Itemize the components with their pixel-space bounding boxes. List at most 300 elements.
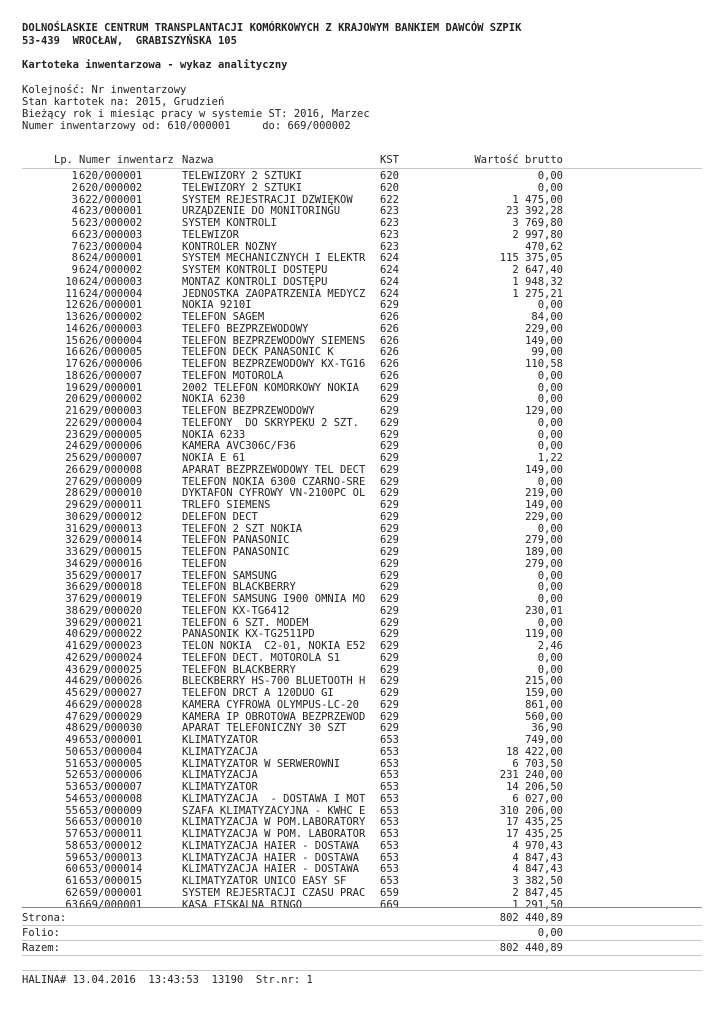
row-inventory-number: 653/000009 bbox=[79, 804, 143, 817]
row-name: TELEFON BEZPRZEWODOWY SIEMENS bbox=[182, 334, 366, 347]
inventory-number-range: Numer inwentarzowy od: 610/000001 do: 669/000002 bbox=[22, 120, 351, 132]
row-name: TELEFON 2 SZT NOKIA bbox=[182, 522, 303, 535]
row-inventory-number: 629/000024 bbox=[79, 651, 143, 664]
table-row bbox=[0, 534, 724, 546]
row-inventory-number: 629/000005 bbox=[79, 428, 143, 441]
row-name: TELEFON 6 SZT. MODEM bbox=[182, 616, 309, 629]
row-kst: 629 bbox=[380, 581, 399, 594]
row-gross-value: 1 948,32 bbox=[512, 275, 563, 288]
row-inventory-number: 629/000009 bbox=[79, 475, 143, 488]
row-kst: 620 bbox=[380, 170, 399, 182]
table-row bbox=[0, 875, 724, 887]
row-kst: 653 bbox=[380, 851, 399, 864]
row-inventory-number: 626/000007 bbox=[79, 369, 143, 382]
inventory-state-date: Stan kartotek na: 2015, Grudzień bbox=[22, 96, 225, 108]
row-inventory-number: 653/000001 bbox=[79, 734, 143, 746]
row-name: APARAT TELEFONICZNY 30 SZT bbox=[182, 722, 347, 735]
row-lp: 62 bbox=[65, 886, 78, 899]
row-name: TELEFON BEZPRZEWODOWY KX-TG16 bbox=[182, 358, 366, 370]
row-inventory-number: 624/000003 bbox=[79, 275, 143, 288]
row-name: SYSTEM KONTROLI bbox=[182, 217, 277, 229]
row-lp: 16 bbox=[65, 346, 78, 359]
row-lp: 12 bbox=[65, 299, 78, 312]
row-inventory-number: 653/000005 bbox=[79, 757, 143, 770]
row-kst: 623 bbox=[380, 240, 399, 253]
row-lp: 38 bbox=[65, 604, 78, 617]
row-name: JEDNOSTKA ZAOPATRZENIA MEDYCZ bbox=[182, 287, 366, 300]
row-name: TELEFONY DO SKRYPEKU 2 SZT. bbox=[182, 416, 360, 429]
row-inventory-number: 626/000006 bbox=[79, 358, 143, 370]
row-kst: 629 bbox=[380, 628, 399, 641]
table-row bbox=[0, 640, 724, 652]
row-lp: 50 bbox=[65, 745, 78, 758]
row-kst: 629 bbox=[380, 510, 399, 523]
row-name: KLIMATYZACJA HAIER - DOSTAWA bbox=[182, 839, 360, 852]
row-lp: 46 bbox=[65, 698, 78, 711]
row-gross-value: 0,00 bbox=[537, 569, 563, 582]
table-row bbox=[0, 311, 724, 323]
row-lp: 14 bbox=[65, 322, 78, 335]
row-inventory-number: 629/000008 bbox=[79, 463, 143, 476]
row-inventory-number: 629/000023 bbox=[79, 640, 143, 652]
row-gross-value: 229,00 bbox=[525, 322, 563, 335]
row-name: KASA FISKALNA BINGO bbox=[182, 898, 303, 911]
row-name: KLIMATYZATOR W SERWEROWNI bbox=[182, 757, 341, 770]
row-gross-value: 861,00 bbox=[525, 698, 563, 711]
row-kst: 629 bbox=[380, 604, 399, 617]
row-name: APARAT BEZPRZEWODOWY TEL DECT bbox=[182, 463, 366, 476]
row-kst: 629 bbox=[380, 381, 399, 394]
row-name: TELEFON SAMSUNG bbox=[182, 569, 277, 582]
table-row bbox=[0, 687, 724, 699]
table-row bbox=[0, 664, 724, 676]
row-gross-value: 3 769,80 bbox=[512, 217, 563, 229]
footer-divider bbox=[22, 970, 702, 971]
row-gross-value: 1,22 bbox=[537, 452, 563, 464]
print-footer: HALINA# 13.04.2016 13:43:53 13190 Str.nr: 1 bbox=[22, 974, 313, 986]
row-lp: 15 bbox=[65, 334, 78, 347]
row-inventory-number: 624/000001 bbox=[79, 252, 143, 265]
row-lp: 40 bbox=[65, 628, 78, 641]
row-kst: 629 bbox=[380, 463, 399, 476]
row-inventory-number: 653/000010 bbox=[79, 816, 143, 829]
table-row bbox=[0, 487, 724, 499]
row-gross-value: 159,00 bbox=[525, 687, 563, 699]
row-inventory-number: 626/000003 bbox=[79, 322, 143, 335]
row-gross-value: 17 435,25 bbox=[506, 828, 563, 840]
table-row bbox=[0, 734, 724, 746]
row-lp: 33 bbox=[65, 546, 78, 558]
row-name: KAMERA AVC306C/F36 bbox=[182, 440, 296, 453]
row-gross-value: 0,00 bbox=[537, 440, 563, 453]
row-name: TELEFON MOTOROLA bbox=[182, 369, 284, 382]
row-lp: 61 bbox=[65, 875, 78, 887]
report-title: Kartoteka inwentarzowa - wykaz analityczny bbox=[22, 59, 288, 71]
summary-folio-value: 0,00 bbox=[537, 927, 563, 939]
row-kst: 626 bbox=[380, 358, 399, 370]
row-inventory-number: 653/000011 bbox=[79, 828, 143, 840]
table-row bbox=[0, 570, 724, 582]
table-row bbox=[0, 887, 724, 899]
row-gross-value: 279,00 bbox=[525, 557, 563, 570]
row-name: TELEFON DECT. MOTOROLA S1 bbox=[182, 651, 341, 664]
row-name: KLIMATYZACJA bbox=[182, 745, 258, 758]
row-name: PANASONIK KX-TG2511PD bbox=[182, 628, 315, 641]
row-inventory-number: 653/000007 bbox=[79, 781, 143, 793]
row-inventory-number: 629/000012 bbox=[79, 510, 143, 523]
table-row bbox=[0, 675, 724, 687]
sort-order: Kolejność: Nr inwentarzowy bbox=[22, 84, 187, 96]
table-row bbox=[0, 276, 724, 288]
row-lp: 3 bbox=[71, 193, 78, 206]
row-gross-value: 560,00 bbox=[525, 710, 563, 723]
row-kst: 629 bbox=[380, 675, 399, 688]
table-row bbox=[0, 863, 724, 875]
row-lp: 5 bbox=[71, 217, 78, 229]
row-gross-value: 1 475,00 bbox=[512, 193, 563, 206]
row-kst: 629 bbox=[380, 557, 399, 570]
row-inventory-number: 629/000004 bbox=[79, 416, 143, 429]
row-lp: 57 bbox=[65, 828, 78, 840]
table-row bbox=[0, 593, 724, 605]
row-inventory-number: 629/000007 bbox=[79, 452, 143, 464]
column-header-inventory-number: Numer inwentarz bbox=[79, 154, 174, 166]
row-name: KLIMATYZATOR UNICO EASY SF bbox=[182, 875, 347, 887]
table-row bbox=[0, 828, 724, 840]
row-lp: 21 bbox=[65, 405, 78, 417]
row-name: KLIMATYZACJA W POM. LABORATOR bbox=[182, 828, 366, 840]
row-kst: 653 bbox=[380, 781, 399, 793]
row-kst: 629 bbox=[380, 299, 399, 312]
row-inventory-number: 653/000014 bbox=[79, 863, 143, 876]
row-name: MONTAŻ KONTROLI DOSTĘPU bbox=[182, 275, 328, 288]
table-row bbox=[0, 452, 724, 464]
row-kst: 653 bbox=[380, 757, 399, 770]
row-inventory-number: 629/000022 bbox=[79, 628, 143, 641]
report-parameters bbox=[22, 84, 370, 144]
summary-total-value: 802 440,89 bbox=[499, 942, 563, 954]
column-header-kst: KST bbox=[380, 154, 399, 166]
table-row bbox=[0, 722, 724, 734]
summary-total-row bbox=[22, 941, 702, 955]
summary-total-label: Razem: bbox=[22, 942, 60, 954]
row-kst: 629 bbox=[380, 499, 399, 511]
row-gross-value: 0,00 bbox=[537, 381, 563, 394]
row-lp: 59 bbox=[65, 851, 78, 864]
row-name: TELEFON PANASONIC bbox=[182, 534, 290, 547]
row-name: KLIMATYZACJA bbox=[182, 769, 258, 782]
row-inventory-number: 629/000003 bbox=[79, 405, 143, 417]
row-lp: 35 bbox=[65, 569, 78, 582]
summary-page-row bbox=[22, 911, 702, 925]
row-inventory-number: 624/000002 bbox=[79, 264, 143, 276]
row-name: SYSTEM REJESRTACJI CZASU PRAC bbox=[182, 886, 366, 899]
row-kst: 629 bbox=[380, 405, 399, 417]
row-inventory-number: 629/000015 bbox=[79, 546, 143, 558]
row-gross-value: 0,00 bbox=[537, 581, 563, 594]
row-lp: 63 bbox=[65, 898, 78, 911]
table-row bbox=[0, 699, 724, 711]
row-kst: 629 bbox=[380, 722, 399, 735]
table-row bbox=[0, 816, 724, 828]
row-gross-value: 1 275,21 bbox=[512, 287, 563, 300]
row-name: SYSTEM KONTROLI DOSTĘPU bbox=[182, 264, 328, 276]
row-lp: 47 bbox=[65, 710, 78, 723]
row-lp: 55 bbox=[65, 804, 78, 817]
row-lp: 22 bbox=[65, 416, 78, 429]
row-lp: 6 bbox=[71, 228, 78, 241]
row-name: KLIMATYZATOR bbox=[182, 734, 258, 746]
row-name: TELEWIZORY 2 SZTUKI bbox=[182, 181, 303, 194]
table-row bbox=[0, 393, 724, 405]
row-gross-value: 0,00 bbox=[537, 299, 563, 312]
row-kst: 629 bbox=[380, 640, 399, 652]
row-inventory-number: 629/000011 bbox=[79, 499, 143, 511]
row-kst: 629 bbox=[380, 487, 399, 500]
row-name: SYSTEM MECHANICZNYCH I ELEKTR bbox=[182, 252, 366, 265]
summary-folio-row bbox=[22, 926, 702, 940]
row-inventory-number: 629/000020 bbox=[79, 604, 143, 617]
row-lp: 32 bbox=[65, 534, 78, 547]
row-lp: 45 bbox=[65, 687, 78, 699]
row-gross-value: 2,46 bbox=[537, 640, 563, 652]
row-gross-value: 0,00 bbox=[537, 522, 563, 535]
row-kst: 629 bbox=[380, 663, 399, 676]
table-row bbox=[0, 805, 724, 817]
row-inventory-number: 629/000025 bbox=[79, 663, 143, 676]
row-inventory-number: 626/000004 bbox=[79, 334, 143, 347]
row-name: NOKIA 6233 bbox=[182, 428, 246, 441]
row-inventory-number: 626/000001 bbox=[79, 299, 143, 312]
table-row bbox=[0, 852, 724, 864]
row-inventory-number: 653/000008 bbox=[79, 792, 143, 805]
row-gross-value: 2 647,40 bbox=[512, 264, 563, 276]
row-gross-value: 129,00 bbox=[525, 405, 563, 417]
row-gross-value: 149,00 bbox=[525, 463, 563, 476]
row-lp: 29 bbox=[65, 499, 78, 511]
row-gross-value: 470,62 bbox=[525, 240, 563, 253]
row-gross-value: 310 206,00 bbox=[499, 804, 563, 817]
column-header-gross-value: Wartość brutto bbox=[474, 154, 563, 166]
row-lp: 8 bbox=[71, 252, 78, 265]
row-kst: 629 bbox=[380, 534, 399, 547]
table-row bbox=[0, 464, 724, 476]
summary-divider-bottom bbox=[22, 955, 702, 956]
row-lp: 28 bbox=[65, 487, 78, 500]
row-inventory-number: 629/000013 bbox=[79, 522, 143, 535]
row-inventory-number: 626/000005 bbox=[79, 346, 143, 359]
row-inventory-number: 629/000018 bbox=[79, 581, 143, 594]
row-inventory-number: 629/000010 bbox=[79, 487, 143, 500]
row-gross-value: 36,90 bbox=[531, 722, 563, 735]
row-kst: 653 bbox=[380, 875, 399, 887]
table-row bbox=[0, 769, 724, 781]
row-lp: 56 bbox=[65, 816, 78, 829]
row-gross-value: 115 375,05 bbox=[499, 252, 563, 265]
table-row bbox=[0, 746, 724, 758]
column-header-name: Nazwa bbox=[182, 154, 214, 166]
row-gross-value: 189,00 bbox=[525, 546, 563, 558]
table-row bbox=[0, 182, 724, 194]
row-inventory-number: 623/000004 bbox=[79, 240, 143, 253]
row-name: NOKIA 6230 bbox=[182, 393, 246, 406]
table-row bbox=[0, 288, 724, 300]
row-name: TELEFON DRCT A 120DUO GI bbox=[182, 687, 334, 699]
row-inventory-number: 653/000004 bbox=[79, 745, 143, 758]
column-header-lp: Lp. bbox=[54, 154, 73, 166]
table-row bbox=[0, 440, 724, 452]
row-lp: 31 bbox=[65, 522, 78, 535]
table-row bbox=[0, 323, 724, 335]
table-row bbox=[0, 652, 724, 664]
row-name: NOKIA 9210I bbox=[182, 299, 252, 312]
row-kst: 659 bbox=[380, 886, 399, 899]
row-gross-value: 0,00 bbox=[537, 651, 563, 664]
row-lp: 37 bbox=[65, 593, 78, 605]
table-row bbox=[0, 840, 724, 852]
row-gross-value: 119,00 bbox=[525, 628, 563, 641]
row-gross-value: 0,00 bbox=[537, 181, 563, 194]
row-gross-value: 99,00 bbox=[531, 346, 563, 359]
row-name: TELEFON DECK PANASONIC K bbox=[182, 346, 334, 359]
row-kst: 629 bbox=[380, 452, 399, 464]
table-row bbox=[0, 205, 724, 217]
row-gross-value: 219,00 bbox=[525, 487, 563, 500]
row-inventory-number: 659/000001 bbox=[79, 886, 143, 899]
table-row bbox=[0, 558, 724, 570]
row-kst: 629 bbox=[380, 416, 399, 429]
row-name: SZAFA KLIMATYZACYJNA - KWHC E bbox=[182, 804, 366, 817]
row-kst: 620 bbox=[380, 181, 399, 194]
row-kst: 629 bbox=[380, 522, 399, 535]
row-kst: 629 bbox=[380, 593, 399, 605]
row-inventory-number: 629/000019 bbox=[79, 593, 143, 605]
row-kst: 626 bbox=[380, 369, 399, 382]
row-lp: 52 bbox=[65, 769, 78, 782]
row-lp: 44 bbox=[65, 675, 78, 688]
summary-page-label: Strona: bbox=[22, 912, 67, 924]
row-kst: 653 bbox=[380, 804, 399, 817]
table-row bbox=[0, 405, 724, 417]
table-row bbox=[0, 617, 724, 629]
row-lp: 30 bbox=[65, 510, 78, 523]
row-kst: 653 bbox=[380, 745, 399, 758]
row-gross-value: 0,00 bbox=[537, 475, 563, 488]
row-lp: 27 bbox=[65, 475, 78, 488]
row-kst: 624 bbox=[380, 252, 399, 265]
row-name: KONTROLER NOŻNY bbox=[182, 240, 277, 253]
table-row bbox=[0, 382, 724, 394]
row-name: KLIMATYZACJA - DOSTAWA I MOT bbox=[182, 792, 366, 805]
row-gross-value: 84,00 bbox=[531, 311, 563, 323]
row-kst: 653 bbox=[380, 734, 399, 746]
row-name: TRLEFO SIEMENS bbox=[182, 499, 271, 511]
row-name: BLECKBERRY HS-700 BLUETOOTH H bbox=[182, 675, 366, 688]
row-lp: 39 bbox=[65, 616, 78, 629]
row-gross-value: 4 847,43 bbox=[512, 851, 563, 864]
row-kst: 623 bbox=[380, 205, 399, 218]
table-row bbox=[0, 605, 724, 617]
table-row bbox=[0, 346, 724, 358]
row-kst: 653 bbox=[380, 828, 399, 840]
row-gross-value: 230,01 bbox=[525, 604, 563, 617]
row-gross-value: 215,00 bbox=[525, 675, 563, 688]
row-gross-value: 2 997,80 bbox=[512, 228, 563, 241]
table-row bbox=[0, 476, 724, 488]
row-name: TELEWIZOR bbox=[182, 228, 239, 241]
row-gross-value: 149,00 bbox=[525, 499, 563, 511]
row-inventory-number: 629/000014 bbox=[79, 534, 143, 547]
row-inventory-number: 629/000016 bbox=[79, 557, 143, 570]
row-lp: 60 bbox=[65, 863, 78, 876]
row-inventory-number: 629/000026 bbox=[79, 675, 143, 688]
row-name: KLIMATYZACJA HAIER - DOSTAWA bbox=[182, 851, 360, 864]
summary-folio-label: Folio: bbox=[22, 927, 60, 939]
row-inventory-number: 653/000013 bbox=[79, 851, 143, 864]
row-name: DELEFON DECT bbox=[182, 510, 258, 523]
row-inventory-number: 653/000006 bbox=[79, 769, 143, 782]
row-inventory-number: 624/000004 bbox=[79, 287, 143, 300]
row-gross-value: 0,00 bbox=[537, 663, 563, 676]
table-row bbox=[0, 358, 724, 370]
table-row bbox=[0, 546, 724, 558]
row-kst: 624 bbox=[380, 275, 399, 288]
row-inventory-number: 626/000002 bbox=[79, 311, 143, 323]
row-name: TELEFON BLACKBERRY bbox=[182, 663, 296, 676]
row-inventory-number: 620/000002 bbox=[79, 181, 143, 194]
row-kst: 623 bbox=[380, 228, 399, 241]
row-inventory-number: 629/000021 bbox=[79, 616, 143, 629]
row-name: TELEFON SAGEM bbox=[182, 311, 265, 323]
table-row bbox=[0, 241, 724, 253]
row-lp: 48 bbox=[65, 722, 78, 735]
table-row bbox=[0, 758, 724, 770]
table-row bbox=[0, 899, 724, 911]
row-kst: 629 bbox=[380, 440, 399, 453]
row-gross-value: 229,00 bbox=[525, 510, 563, 523]
table-row bbox=[0, 229, 724, 241]
table-row bbox=[0, 252, 724, 264]
row-kst: 629 bbox=[380, 475, 399, 488]
row-name: TELEWIZORY 2 SZTUKI bbox=[182, 170, 303, 182]
row-inventory-number: 669/000001 bbox=[79, 898, 143, 911]
row-kst: 624 bbox=[380, 287, 399, 300]
row-lp: 54 bbox=[65, 792, 78, 805]
row-kst: 669 bbox=[380, 898, 399, 911]
row-lp: 7 bbox=[71, 240, 78, 253]
row-kst: 653 bbox=[380, 839, 399, 852]
row-gross-value: 0,00 bbox=[537, 593, 563, 605]
row-inventory-number: 629/000006 bbox=[79, 440, 143, 453]
row-kst: 624 bbox=[380, 264, 399, 276]
row-lp: 24 bbox=[65, 440, 78, 453]
row-inventory-number: 629/000017 bbox=[79, 569, 143, 582]
table-row bbox=[0, 511, 724, 523]
row-name: KLIMATYZACJA HAIER - DOSTAWA bbox=[182, 863, 360, 876]
row-lp: 17 bbox=[65, 358, 78, 370]
institution-name: DOLNOŚLASKIE CENTRUM TRANSPLANTACJI KOMÓRKOWYCH Z KRAJOWYM BANKIEM DAWCÓW SZPIK bbox=[22, 22, 522, 34]
row-lp: 10 bbox=[65, 275, 78, 288]
row-kst: 629 bbox=[380, 546, 399, 558]
row-inventory-number: 620/000001 bbox=[79, 170, 143, 182]
row-gross-value: 18 422,00 bbox=[506, 745, 563, 758]
row-kst: 629 bbox=[380, 616, 399, 629]
row-gross-value: 0,00 bbox=[537, 393, 563, 406]
row-kst: 623 bbox=[380, 217, 399, 229]
row-lp: 43 bbox=[65, 663, 78, 676]
row-name: TELON NOKIA C2-01, NOKIA E52 bbox=[182, 640, 366, 652]
row-inventory-number: 629/000001 bbox=[79, 381, 143, 394]
